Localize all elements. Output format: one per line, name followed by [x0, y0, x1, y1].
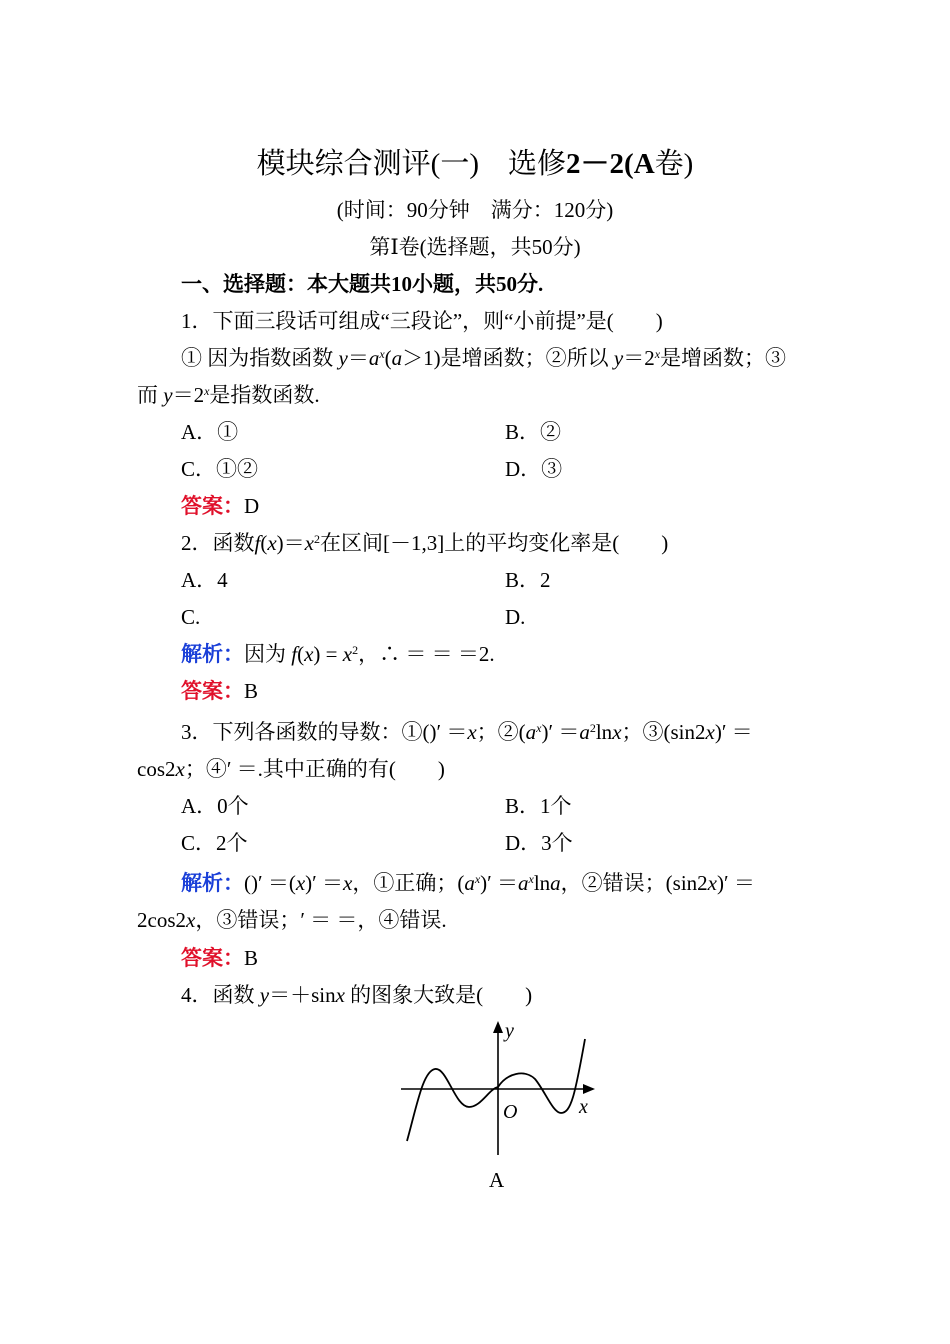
q1-option-c: C．①② — [181, 457, 259, 481]
q4-stem: 4．函数 y＝＋sinx 的图象大致是( ) — [181, 983, 533, 1007]
q2-option-a: A．4 — [181, 568, 228, 592]
time-info: (时间：90分钟 满分：120分) — [336, 198, 614, 222]
q1-option-a: A．① — [181, 420, 239, 444]
q1-statements-line1: ① 因为指数函数 $y=a^x(a>1)$是增函数；②所以 $y=2^x$是增函数；③ — [181, 346, 787, 370]
q1-statements-line2: 而 $y=2^x$是指数函数. — [137, 383, 320, 407]
q3-analysis-line1: 解析：()′ ＝(x)′ ＝x，①正确；$(a^x)' =a^x\ln a$，②错误；(sin2x)′ ＝ — [181, 871, 755, 895]
q3-stem-line2: cos2x；④′ ＝.其中正确的有( ) — [137, 757, 445, 781]
q3-option-b: B．1个 — [505, 794, 572, 818]
q1-option-b: B．② — [505, 420, 562, 444]
q3-option-d: D．3个 — [505, 831, 573, 855]
function-curve — [407, 1039, 585, 1141]
page-title: 模块综合测评(一) 选修2－2(A卷) — [256, 148, 694, 180]
q2-analysis: 解析：因为 $f(x) = x^2$，∴ ＝ ＝ ＝2. — [181, 642, 495, 666]
q1-stem: 1．下面三段话可组成“三段论”，则“小前提”是( ) — [181, 309, 663, 333]
q2-stem: 2．函数$f(x)=x^2$在区间[－1,3]上的平均变化率是( ) — [181, 531, 669, 555]
q3-analysis-line2: 2cos2x，③错误；′ ＝ ＝，④错误. — [137, 908, 447, 932]
q4-graph-a — [395, 1015, 605, 1165]
q1-option-d: D．③ — [505, 457, 563, 481]
y-axis-arrow-icon — [493, 1021, 503, 1033]
q3-stem-line1: 3．下列各函数的导数：①()′ ＝x；$②(a^x)' =a^2\ln x$；③(sin2x)′ ＝ — [181, 720, 753, 744]
q2-option-c: C. — [181, 605, 201, 629]
volume-heading: 第Ⅰ卷(选择题，共50分) — [369, 235, 581, 259]
q2-option-d: D. — [505, 605, 526, 629]
origin-label: O — [503, 1101, 518, 1123]
q2-option-b: B．2 — [505, 568, 551, 592]
q1-answer: 答案：D — [181, 494, 260, 518]
x-axis-label: x — [579, 1096, 588, 1118]
q3-option-a: A．0个 — [181, 794, 249, 818]
q4-graph-caption: A — [489, 1168, 505, 1192]
q3-answer: 答案：B — [181, 946, 259, 970]
q2-answer: 答案：B — [181, 679, 259, 703]
x-axis-arrow-icon — [583, 1084, 595, 1094]
y-axis-label: y — [505, 1020, 514, 1042]
section-heading: 一、选择题：本大题共10小题，共50分. — [181, 272, 544, 296]
q3-option-c: C．2个 — [181, 831, 248, 855]
